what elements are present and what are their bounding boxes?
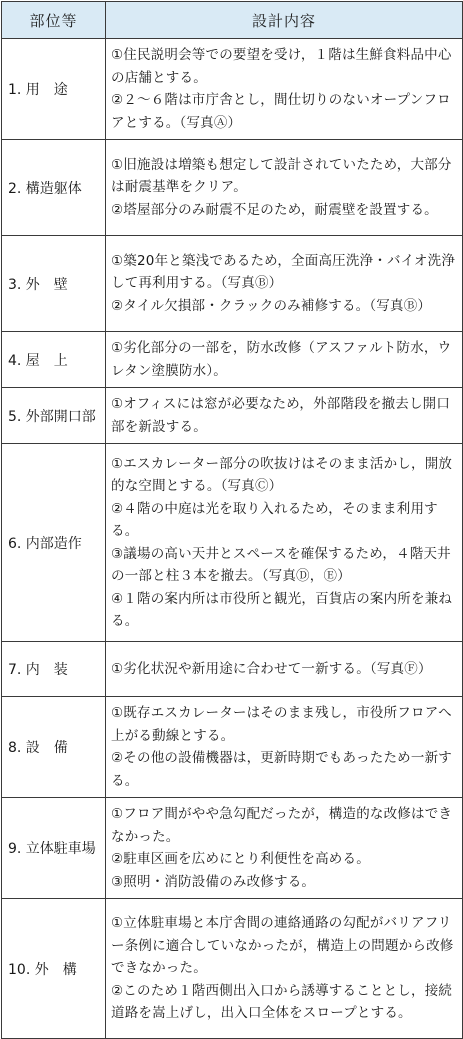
row-name: 1. 用 途 bbox=[2, 39, 106, 140]
row-content bbox=[106, 444, 463, 642]
list-item: ①旧施設は増築も想定して設計されていたため，大部分は耐震基準をクリア。 bbox=[111, 156, 452, 196]
list-item: ①劣化部分の一部を，防水改修（アスファルト防水，ウレタン塗膜防水）。 bbox=[111, 340, 452, 379]
list-item: ④１階の案内所は市役所と観光，百貨店の案内所を兼ねる。 bbox=[111, 590, 453, 629]
row-content bbox=[106, 642, 463, 697]
list-item: ①オフィスには窓が必要なため，外部階段を撤去し開口部を新設する。 bbox=[111, 396, 451, 435]
list-item: ②駐車区画を広めにとり利便性を高める。 bbox=[111, 851, 370, 867]
list-item: ③照明・消防設備のみ改修する。 bbox=[111, 873, 316, 890]
header-part: 部位等 bbox=[2, 2, 106, 39]
row-name: 2. 構造躯体 bbox=[2, 140, 106, 236]
row-content bbox=[106, 798, 463, 899]
list-item: ②２～６階は市庁舎とし，間仕切りのないオープンフロアとする。（写真Ⓐ） bbox=[111, 92, 451, 131]
list-item: ①既存エスカレーターはそのまま残し，市役所フロアへ上がる動線とする。 bbox=[111, 705, 452, 744]
design-content-table bbox=[1, 1, 463, 1039]
row-content bbox=[106, 697, 463, 798]
list-item: ①劣化状況や新用途に合わせて一新する。（写真Ⓕ） bbox=[111, 660, 432, 677]
row-name: 9. 立体駐車場 bbox=[2, 798, 106, 899]
list-item: ①エスカレーター部分の吹抜けはそのまま活かし，開放的な空間とする。（写真Ⓒ） bbox=[111, 455, 453, 494]
list-item: ①築20年と築浅であるため，全面高圧洗浄・バイオ洗浄して再利用する。（写真Ⓑ） bbox=[111, 252, 456, 292]
row-name: 10. 外 構 bbox=[2, 899, 106, 1039]
table-row bbox=[2, 642, 463, 697]
table-row bbox=[2, 697, 463, 798]
row-name: 3. 外 壁 bbox=[2, 236, 106, 332]
row-name: 8. 設 備 bbox=[2, 697, 106, 798]
list-item: ②その他の設備機器は，更新時期でもあったため一新する。 bbox=[111, 750, 452, 789]
list-item: ①住民説明会等での要望を受け，１階は生鮮食料品中心の店舗とする。 bbox=[111, 47, 452, 86]
row-name: 6. 内部造作 bbox=[2, 444, 106, 642]
list-item: ②塔屋部分のみ耐震不足のため，耐震壁を設置する。 bbox=[111, 201, 438, 218]
table-row bbox=[2, 798, 463, 899]
table-row bbox=[2, 332, 463, 388]
list-item: ①フロア間がやや急勾配だったが，構造的な改修はできなかった。 bbox=[111, 806, 453, 845]
table-row bbox=[2, 236, 463, 332]
row-content bbox=[106, 39, 463, 140]
row-content bbox=[106, 332, 463, 388]
table-row bbox=[2, 140, 463, 236]
row-content bbox=[106, 140, 463, 236]
header-design-content: 設計内容 bbox=[106, 2, 463, 39]
row-name: 7. 内 装 bbox=[2, 642, 106, 697]
header-row bbox=[2, 2, 463, 39]
table-row bbox=[2, 388, 463, 444]
table-row bbox=[2, 39, 463, 140]
row-content bbox=[106, 899, 463, 1039]
table-row bbox=[2, 444, 463, 642]
table-row bbox=[2, 899, 463, 1039]
row-name: 4. 屋 上 bbox=[2, 332, 106, 388]
list-item: ②このため１階西側出入口から誘導することとし，接続道路を嵩上げし，出入口全体をスロープとする。 bbox=[111, 982, 453, 1022]
list-item: ②タイル欠損部・クラックのみ補修する。（写真Ⓑ） bbox=[111, 297, 432, 314]
row-content bbox=[106, 236, 463, 332]
list-item: ①立体駐車場と本庁舎間の連絡通路の勾配がバリアフリー条例に適合していなかったが，構造上の問題から改修できなかった。 bbox=[111, 915, 454, 977]
list-item: ②４階の中庭は光を取り入れるため，そのまま利用する。 bbox=[111, 500, 438, 539]
row-name: 5. 外部開口部 bbox=[2, 388, 106, 444]
row-content bbox=[106, 388, 463, 444]
list-item: ③議場の高い天井とスペースを確保するため，４階天井の一部と柱３本を撤去。（写真Ⓓ，Ⓔ） bbox=[111, 545, 451, 584]
